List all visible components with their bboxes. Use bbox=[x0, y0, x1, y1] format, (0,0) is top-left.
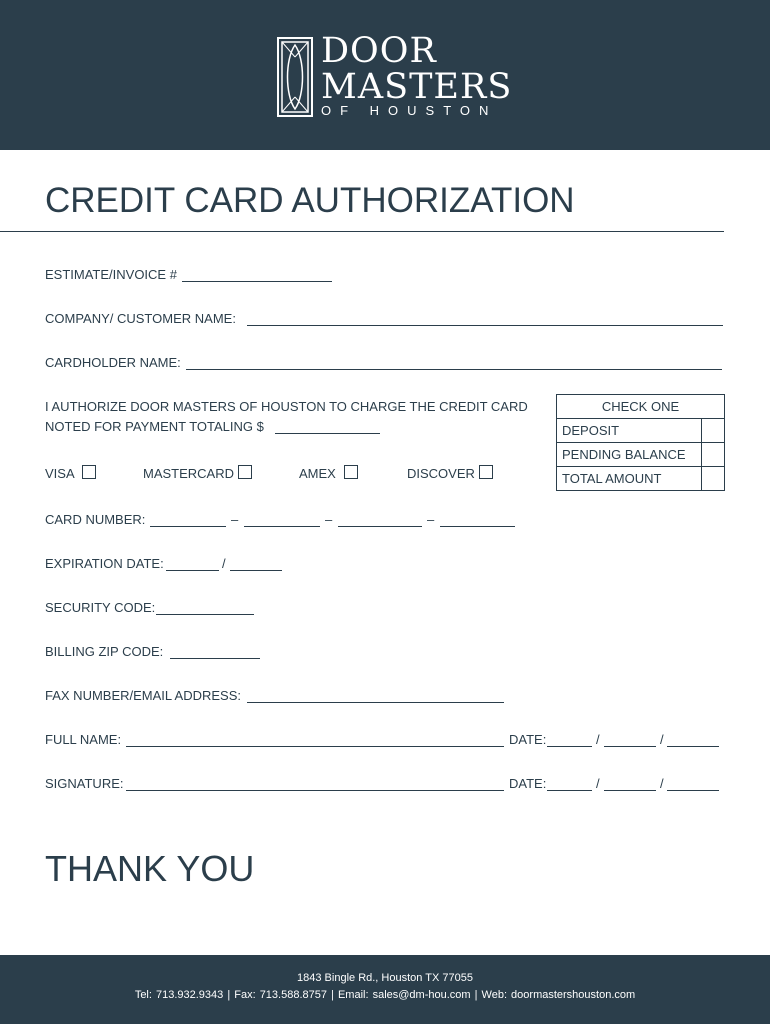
logo-text-of-houston: OF HOUSTON bbox=[321, 103, 498, 118]
full-name-label: FULL NAME: bbox=[45, 732, 122, 747]
fax-email-input[interactable] bbox=[247, 702, 504, 703]
card-type-label-discover: DISCOVER bbox=[407, 466, 475, 481]
visa-checkbox[interactable] bbox=[82, 465, 96, 479]
card-number-group4-input[interactable] bbox=[440, 526, 515, 527]
card-type-label-mastercard: MASTERCARD bbox=[143, 466, 235, 481]
thank-you-heading: THANK YOU bbox=[45, 848, 255, 889]
check-one-table bbox=[556, 394, 725, 491]
authorize-text-line1: I AUTHORIZE DOOR MASTERS OF HOUSTON TO CHARGE THE CREDIT CARD bbox=[45, 399, 528, 414]
dash-separator: – bbox=[231, 512, 239, 527]
card-type-label-amex: AMEX bbox=[299, 466, 336, 481]
option-deposit-checkbox[interactable] bbox=[702, 419, 725, 443]
logo-text-masters: MASTERS bbox=[321, 67, 513, 107]
signature-date-day-input[interactable] bbox=[604, 790, 656, 791]
option-deposit-label: DEPOSIT bbox=[557, 419, 702, 443]
expiration-month-input[interactable] bbox=[166, 570, 219, 571]
security-code-input[interactable] bbox=[156, 614, 254, 615]
estimate-label: ESTIMATE/INVOICE # bbox=[45, 267, 177, 282]
footer-banner bbox=[0, 955, 770, 1024]
option-pending-balance-label: PENDING BALANCE bbox=[557, 443, 702, 467]
security-code-label: SECURITY CODE: bbox=[45, 600, 156, 615]
cardholder-input[interactable] bbox=[186, 369, 722, 370]
full-name-input[interactable] bbox=[126, 746, 504, 747]
option-total-amount-label: TOTAL AMOUNT bbox=[557, 467, 702, 491]
dash-separator: – bbox=[325, 512, 333, 527]
slash-separator: / bbox=[596, 732, 600, 747]
discover-checkbox[interactable] bbox=[479, 465, 493, 479]
signature-date-label: DATE: bbox=[509, 776, 547, 791]
payment-amount-input[interactable] bbox=[275, 433, 380, 434]
slash-separator: / bbox=[596, 776, 600, 791]
card-number-group2-input[interactable] bbox=[244, 526, 320, 527]
expiration-label: EXPIRATION DATE: bbox=[45, 556, 164, 571]
card-number-group3-input[interactable] bbox=[338, 526, 422, 527]
signature-label: SIGNATURE: bbox=[45, 776, 124, 791]
header-banner bbox=[0, 0, 770, 150]
door-logo-icon bbox=[277, 37, 313, 117]
fax-email-label: FAX NUMBER/EMAIL ADDRESS: bbox=[45, 688, 242, 703]
signature-date-month-input[interactable] bbox=[547, 790, 592, 791]
company-input[interactable] bbox=[247, 325, 723, 326]
estimate-input[interactable] bbox=[182, 281, 332, 282]
card-number-group1-input[interactable] bbox=[150, 526, 226, 527]
slash-separator: / bbox=[660, 776, 664, 791]
company-label: COMPANY/ CUSTOMER NAME: bbox=[45, 311, 236, 326]
page-title: CREDIT CARD AUTHORIZATION bbox=[45, 181, 575, 220]
card-type-label-visa: VISA bbox=[45, 466, 75, 481]
slash-separator: / bbox=[660, 732, 664, 747]
authorize-text-line2: NOTED FOR PAYMENT TOTALING $ bbox=[45, 419, 264, 434]
company-logo bbox=[277, 31, 517, 120]
logo-text-door: DOOR bbox=[321, 31, 437, 71]
footer-contact: Tel: 713.932.9343 | Fax: 713.588.8757 | Email: sales@dm-hou.com | Web: doormastershouston.com bbox=[134, 989, 636, 1001]
billing-zip-label: BILLING ZIP CODE: bbox=[45, 644, 164, 659]
signature-input[interactable] bbox=[126, 790, 504, 791]
signature-date-year-input[interactable] bbox=[667, 790, 719, 791]
cardholder-label: CARDHOLDER NAME: bbox=[45, 355, 181, 370]
slash-separator: / bbox=[222, 556, 226, 571]
option-total-amount-checkbox[interactable] bbox=[702, 467, 725, 491]
full-name-date-day-input[interactable] bbox=[604, 746, 656, 747]
amex-checkbox[interactable] bbox=[344, 465, 358, 479]
card-number-label: CARD NUMBER: bbox=[45, 512, 146, 527]
full-name-date-month-input[interactable] bbox=[547, 746, 592, 747]
option-pending-balance-checkbox[interactable] bbox=[702, 443, 725, 467]
full-name-date-year-input[interactable] bbox=[667, 746, 719, 747]
full-name-date-label: DATE: bbox=[509, 732, 547, 747]
billing-zip-input[interactable] bbox=[170, 658, 260, 659]
expiration-year-input[interactable] bbox=[230, 570, 282, 571]
check-one-heading: CHECK ONE bbox=[557, 395, 725, 419]
dash-separator: – bbox=[427, 512, 435, 527]
title-divider bbox=[0, 231, 724, 232]
mastercard-checkbox[interactable] bbox=[238, 465, 252, 479]
footer-address: 1843 Bingle Rd., Houston TX 77055 bbox=[297, 972, 473, 984]
